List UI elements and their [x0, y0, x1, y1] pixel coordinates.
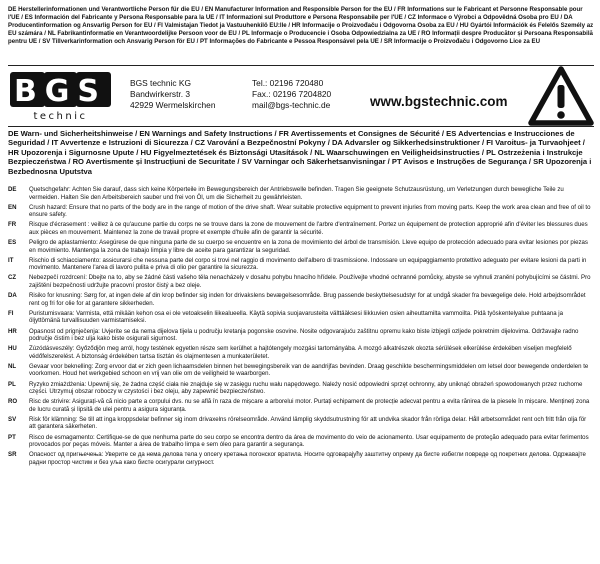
- language-code: PL: [8, 380, 16, 388]
- language-code: HU: [8, 345, 17, 353]
- list-item: [8, 345, 594, 360]
- warning-text: Risiko for knusning: Sørg for, at ingen dele af din krop befinder sig inden for drivakslens bevægelsesområde. Brug passende beskyttelsesudstyr for at undgå skader fra bevægelige dele. Hold arbejdsområdet rent og fri for olie for at garantere sikkerheden.: [29, 292, 586, 307]
- warning-text: Risco de esmagamento: Certifique-se de que nenhuma parte do seu corpo se encontra dentro da área de movimento do veio de acionamento. Usar equipamento de proteção adequado para evitar ferimentos provocados por peças móveis. Manter a área de trabalho limpa e sem óleo para garantir a segurança.: [29, 433, 589, 449]
- language-code: EN: [8, 203, 17, 211]
- list-item: [8, 381, 594, 396]
- language-code: FR: [8, 221, 17, 229]
- warning-text: Puristumisvaara: Varmista, että mikään kehon osa ei ole vetoakselin liikealueella. Käytä sopivia suojavarusteita välttääksesi liikkuvien osien aiheuttamilta vammoilta. Pidä työskentelyalue puhtaana ja öljyttömänä turvallisuuden varmistamiseksi.: [29, 309, 564, 325]
- language-code: DE: [8, 186, 17, 193]
- language-code: NL: [8, 362, 17, 370]
- company-name: BGS technic KG: [130, 78, 191, 88]
- language-code: FI: [8, 309, 14, 317]
- list-item: [8, 204, 594, 219]
- company-contact: [252, 78, 331, 111]
- warning-text: Risk för klämning: Se till att inga kroppsdelar befinner sig inom drivaxelns rörelseområde. Använd lämplig skyddsutrustning för att undvika skador från rörliga delar. Håll arbetsområdet rent och fritt från olja för att garantera säkerheten.: [29, 415, 587, 431]
- list-item: [8, 310, 594, 325]
- warning-text: Risque d'écrasement : veillez à ce qu'aucune partie du corps ne se trouve dans la zone de mouvement de l'arbre d'entraînement. Portez un équipement de protection approprié afin d'éviter les blessures dues aux pièces en mouvement. Maintenez la zone de travail propre et exempte d'huile afin de garantir la sécurité.: [29, 221, 588, 236]
- list-item: [8, 398, 594, 413]
- language-code: ES: [8, 239, 17, 247]
- list-item: [8, 239, 594, 254]
- fax-number: Fax.: 02196 7204820: [252, 89, 332, 99]
- warning-text: Quetschgefahr: Achten Sie darauf, dass sich keine Körperteile im Bewegungsbereich der Antriebswelle befinden. Tragen Sie geeignete Schutzausrüstung, um Verletzungen durch bewegliche Teile zu vermeiden. Halten Sie den Arbeitsbereich sauber und frei von Öl, um die Sicherheit zu gewährleisten.: [29, 186, 564, 201]
- list-item: [8, 328, 594, 343]
- language-code: SV: [8, 415, 17, 423]
- warning-text: Zúzódásveszély: Győződjön meg arról, hogy testének egyetlen része sem kerülhet a hajtótengely mozgási tartományába. A mozgó alkatrészek okozta sérülések elkerülése érdekében viseljen megfelelő védőfelszerelést. A biztonság érdekében tartsa tisztán és olajmentesen a munkaterületet.: [29, 345, 572, 360]
- warning-text: Rischio di schiacciamento: assicurarsi che nessuna parte del corpo si trovi nel raggio di movimento dell'albero di trasmissione. Indossare un equipaggiamento protettivo adeguato per evitare lesioni da parti in movimento. Mantenere l'area di lavoro pulita e priva di olio per garantire la sicurezza.: [29, 256, 587, 272]
- title-separator: [8, 126, 594, 127]
- company-city: 42929 Wermelskirchen: [130, 100, 216, 110]
- warning-text: Risc de strivire: Asigurați-vă că nicio parte a corpului dvs. nu se află în raza de mișcare a arborelui motor. Purtați echipament de protecție adecvat pentru a evita rănirea de la piesele în mișcare. Mențineți zona de lucru curată și lipsită de ulei pentru a asigura siguranța.: [29, 398, 590, 413]
- logo-sub-text: technic: [33, 111, 88, 122]
- safety-section-title: DE Warn- und Sicherheitshinweise / EN Warnings and Safety Instructions / FR Avertissements et Consignes de Sécurité / ES Advertencias e Instrucciones de Seguridad / IT Avvertenze e Istruzioni di Sicurezza / CZ Varování a Bezpečnostní Pokyny / DA Advarsler og Sikkerhedsinstruktioner / FI Varoitus- ja Turvaohjeet / HR Upozorenja i Sigurnosne Upute / HU Figyelmeztetések és Biztonsági Utasítások / NL Waarschuwingen en Veiligheidsinstructies / PL Ostrzeżenia i Instrukcje Bezpieczeństwa / RO Avertismente și Instrucțiuni de Securitate / SV Varningar och Säkerhetsanvisningar / PT Avisos e Instruções de Segurança / SR Upozorenja i Bezbednosna Uputstva: [8, 129, 592, 176]
- list-item: [8, 274, 594, 289]
- warning-text: Crush hazard: Ensure that no parts of the body are in the range of motion of the drive shaft. Wear suitable protective equipment to prevent injuries from moving parts. Keep the work area clean and free of oil to ensure safety.: [29, 203, 591, 219]
- warning-text: Nebezpečí rozdrcení: Dbejte na to, aby se žádné části vašeho těla nenacházely v dosahu pohybu hnacího hřídele. Používejte vhodné ochranné pomůcky, abyste se vyhnuli zranění pohybujícími se částmi. Pro zajištění bezpečnosti udržujte pracovní prostor čistý a bez oleje.: [29, 274, 591, 289]
- list-item: [8, 186, 594, 201]
- warning-text: Peligro de aplastamiento: Asegúrese de que ninguna parte de su cuerpo se encuentre en la zona de movimiento del árbol de transmisión. Lleve equipo de protección adecuado para evitar lesiones por piezas en movimiento. Mantenga la zona de trabajo limpia y libre de aceite para garantizar la seguridad.: [29, 239, 588, 254]
- phone-number: Tel.: 02196 720480: [252, 78, 324, 88]
- manufacturer-info-header: DE Herstellerinformationen und Verantwortliche Person für die EU / EN Manufacturer Information and Responsible Person for the EU / FR Informations sur le Fabricant et Personne Responsable pour l'UE / ES Información del Fabricante y Persona Responsable para la UE / IT Informazioni sul Produttore e Persona Responsabile per l'UE / CZ Informace o Výrobci a Odpovědná Osoba pro EU / DA Producentinformation og Ansvarlig Person for EU / FI Valmistajan Tiedot ja Vastuuhenkilö EU:lle / HR Informacije o Proizvođaču i Odgovorna Osoba za EU / HU Gyártói Információk és Felelős Személy az EU számára / NL Fabrikantinformatie en Verantwoordelijke Persoon voor de EU / PL Informacje o Producencie i Osoba Odpowiedzialna za UE / RO Informații despre Producător și Persoana Responsabilă pentru UE / SV Tillverkarinformation och Ansvarig Person för EU / PT Informações do Fabricante e Pessoa Responsável pela UE / SR Informacije o Proizvođaču i Odgovorno Lice za EU: [8, 6, 594, 45]
- list-item: [8, 221, 594, 236]
- list-item: [8, 451, 594, 466]
- bgs-technic-logo: [10, 70, 112, 122]
- warning-text: Opasnost od prignječenja: Uvjerite se da nema dijelova tijela u području kretanja pogonske osovine. Nosite odgovarajuću zaštitnu opremu kako biste izbjegli ozljede pokretnim dijelovima. Održavajte radno područje čistim i bez ulja kako biste osigurali sigurnost.: [29, 327, 579, 343]
- language-code: HR: [8, 327, 17, 335]
- warning-text: Опасност од пригњечења: Уверите се да нема делова тела у опсегу кретања погонског вратила. Носите одговарајућу заштитну опрему да бисте избегли повреде од покретних делова. Одржавајте радни простор чистим и без уља како бисте осигурали сигурност.: [29, 451, 586, 466]
- language-code: CZ: [8, 274, 17, 282]
- list-item: [8, 257, 594, 272]
- list-item: [8, 434, 594, 449]
- warning-triangle-icon: [528, 66, 594, 126]
- list-item: [8, 292, 594, 307]
- company-address: [130, 78, 216, 111]
- company-street: Bandwirkerstr. 3: [130, 89, 191, 99]
- website-url: www.bgstechnic.com: [370, 94, 508, 109]
- list-item: [8, 416, 594, 431]
- language-code: DA: [8, 292, 17, 300]
- language-code: SR: [8, 451, 17, 459]
- safety-entries-list: [8, 186, 594, 469]
- email-address: mail@bgs-technic.de: [252, 100, 331, 110]
- header-separator: [8, 65, 594, 66]
- language-code: RO: [8, 398, 18, 406]
- language-code: IT: [8, 256, 14, 264]
- list-item: [8, 363, 594, 378]
- logo-main-text: BGS: [13, 74, 108, 109]
- language-code: PT: [8, 433, 16, 441]
- warning-text: Gevaar voor beknelling: Zorg ervoor dat er zich geen lichaamsdelen binnen het bewegingsbereik van de aandrijfas bevinden. Draag geschikte beschermingsmiddelen om letsel door bewegende onderdelen te voorkomen. Houd het werkgebied schoon en vrij van olie om de veiligheid te waarborgen.: [29, 362, 589, 378]
- warning-text: Ryzyko zmiażdżenia: Upewnij się, że żadna część ciała nie znajduje się w zasięgu ruchu wału napędowego. Należy nosić odpowiedni sprzęt ochronny, aby uniknąć obrażeń spowodowanych przez ruchome części. Utrzymuj obszar roboczy w czystości i bez oleju, aby zapewnić bezpieczeństwo.: [29, 380, 583, 396]
